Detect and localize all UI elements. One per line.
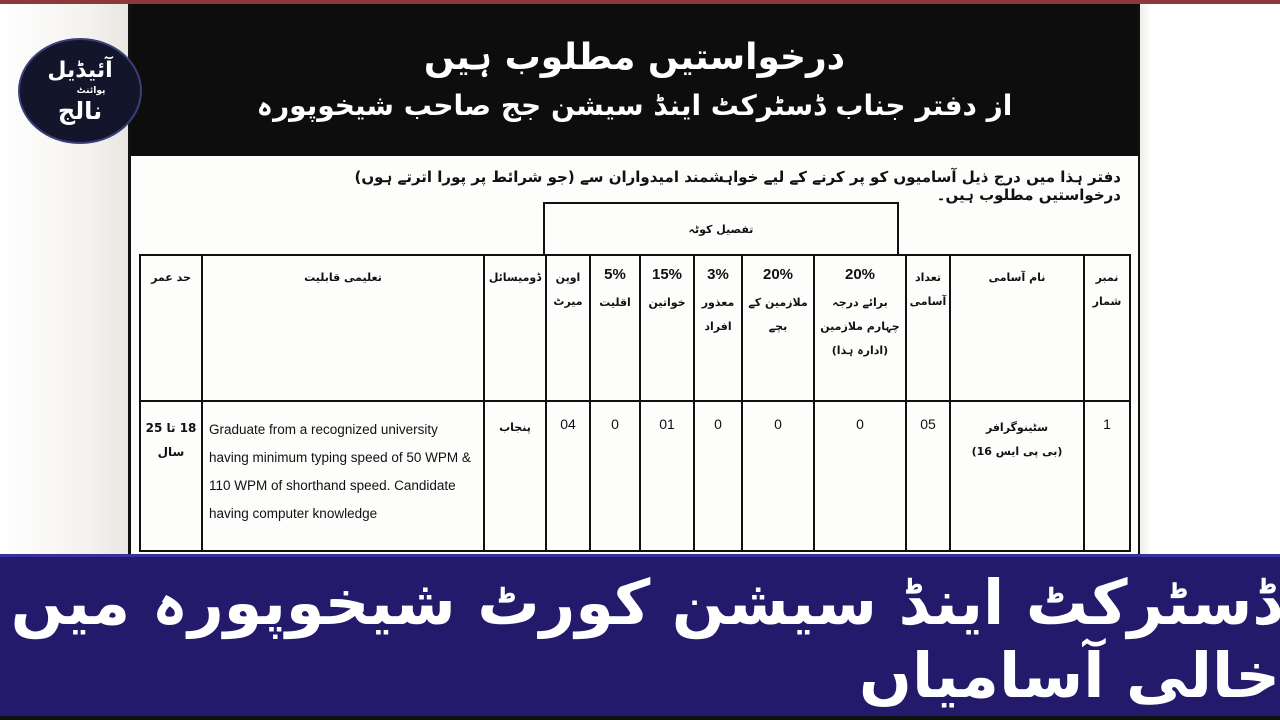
- cell-qualification: Graduate from a recognized university having minimum typing speed of 50 WPM & 110 WPM of shorthand speed. Candidate having computer knowledge: [202, 401, 484, 551]
- cell-post-count: 05: [906, 401, 950, 551]
- header-open-merit: اوپن میرٹ: [546, 255, 590, 401]
- header-disabled-quota: 3% معذور افراد: [694, 255, 742, 401]
- cell-serial: 1: [1084, 401, 1130, 551]
- quota-group-header: تفصیل کوٹہ: [543, 202, 899, 254]
- post-name-text: سٹینوگرافر: [985, 421, 1049, 434]
- header-post-count: تعداد آسامی: [906, 255, 950, 401]
- cell-employees-children-quota: 0: [742, 401, 814, 551]
- logo-text-ideal: آئیڈیل: [47, 58, 113, 83]
- cell-post-name: [950, 401, 1084, 551]
- logo-text-knowledge: نالج: [57, 97, 103, 125]
- cell-women-quota: 01: [640, 401, 694, 551]
- header-age-limit: حد عمر: [140, 255, 202, 401]
- cell-age-limit: 18 تا 25 سال: [140, 401, 202, 551]
- table-row: [140, 401, 1130, 551]
- header-class4-quota: 20% برائے درجہ چہارم ملازمین (ادارہ ہذا): [814, 255, 906, 401]
- header-employees-children-quota: 20% ملازمین کے بچے: [742, 255, 814, 401]
- intro-paragraph: دفتر ہذا میں درج ذیل آسامیوں کو پر کرنے کے لیے خواہشمند امیدواران سے (جو شرائط پر پورا اترتے ہوں) درخواستیں مطلوب ہیں۔: [354, 168, 1121, 204]
- header-serial: نمبر شمار: [1084, 255, 1130, 401]
- cell-disabled-quota: 0: [694, 401, 742, 551]
- logo-text-point: پوائنٹ: [76, 86, 106, 96]
- header-minority-quota: 5% اقلیت: [590, 255, 640, 401]
- ad-issuer: از دفتر جناب ڈسٹرکٹ اینڈ سیشن جج صاحب شیخوپورہ: [256, 89, 1013, 122]
- channel-logo: [18, 38, 142, 144]
- bottom-border: [0, 716, 1280, 720]
- table-header-row: [140, 255, 1130, 401]
- ad-title: درخواستیں مطلوب ہیں: [423, 37, 846, 78]
- caption-title: ڈسٹرکٹ اینڈ سیشن کورٹ شیخوپورہ میں خالی آسامیاں: [10, 565, 1280, 712]
- cell-open-merit: 04: [546, 401, 590, 551]
- post-scale-text: (بی پی ایس 16): [971, 445, 1063, 458]
- header-qualification: تعلیمی قابلیت: [202, 255, 484, 401]
- cell-domicile: پنجاب: [484, 401, 546, 551]
- vacancy-table: [139, 254, 1131, 552]
- caption-banner: [0, 554, 1280, 720]
- cell-minority-quota: 0: [590, 401, 640, 551]
- header-post-name: نام آسامی: [950, 255, 1084, 401]
- ad-header-banner: [131, 4, 1138, 156]
- header-domicile: ڈومیسائل: [484, 255, 546, 401]
- job-advertisement-document: [128, 4, 1140, 554]
- header-women-quota: 15% خواتین: [640, 255, 694, 401]
- cell-class4-quota: 0: [814, 401, 906, 551]
